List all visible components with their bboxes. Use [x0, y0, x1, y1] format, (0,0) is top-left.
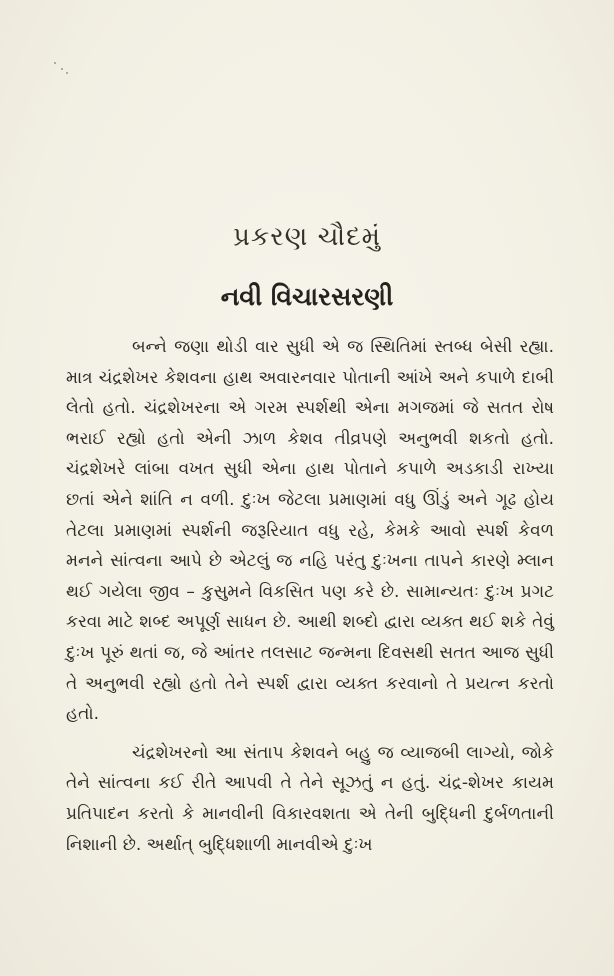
body-text — [66, 332, 554, 860]
chapter-subtitle: નવી વિચારસરણી — [220, 282, 394, 311]
chapter-title: પ્રકરણ ચૌદમું — [233, 222, 381, 252]
paragraph: બન્ને જણા થોડી વાર સુધી એ જ સ્થિતિમાં સ્તબ્ધ બેસી રહ્યા. માત્ર ચંદ્રશેખર કેશવના હાથ અવારનવાર પોતાની આંખે અને કપાળે દાબી લેતો હતો. ચંદ્રશેખરના એ ગરમ સ્પર્શથી એના મગજમાં જે સતત રોષ ભરાઈ રહ્યો હતો એની ઝાળ કેશવ તીવ્રપણે અનુભવી શકતો હતો. ચંદ્રશેખરે લાંબા વખત સુધી એના હાથ પોતાને કપાળે અડકાડી રાખ્યા છતાં એને શાંતિ ન વળી. દુઃખ જેટલા પ્રમાણમાં વધુ ઊંડું અને ગૂઢ હોય તેટલા પ્રમાણમાં સ્પર્શની જરૂરિયાત વધુ રહે, કેમકે આવો સ્પર્શ કેવળ મનને સાંત્વના આપે છે એટલું જ નહિ પરંતુ દુઃખના તાપને કારણે મ્લાન થઈ ગયેલા જીવ – કુસુમને વિકસિત પણ કરે છે. સામાન્યતઃ દુઃખ પ્રગટ કરવા માટે શબ્દ અપૂર્ણ સાધન છે. આથી શબ્દો દ્વારા વ્યક્ત થઈ શકે તેવું દુઃખ પૂરું થતાં જ, જે આંતર તલસાટ જન્મના દિવસથી સતત આજ સુધી તે અનુભવી રહ્યો હતો તેને સ્પર્શ દ્વારા વ્યક્ત કરવાનો તે પ્રયત્ન કરતો હતો. — [66, 337, 554, 725]
paper-specks — [52, 58, 82, 78]
paragraph: ચંદ્રશેખરનો આ સંતાપ કેશવને બહુ જ વ્યાજબી લાગ્યો, જોકે તેને સાંત્વના કઈ રીતે આપવી તે તેને સૂઝતું ન હતું. ચંદ્ર-શેખર કાયમ પ્રતિપાદન કરતો કે માનવીની વિકારવશતા એ તેની બુદ્ધિની દુર્બળતાની નિશાની છે. અર્થાત્ બુદ્ધિશાળી માનવીએ દુઃખ — [66, 742, 554, 855]
